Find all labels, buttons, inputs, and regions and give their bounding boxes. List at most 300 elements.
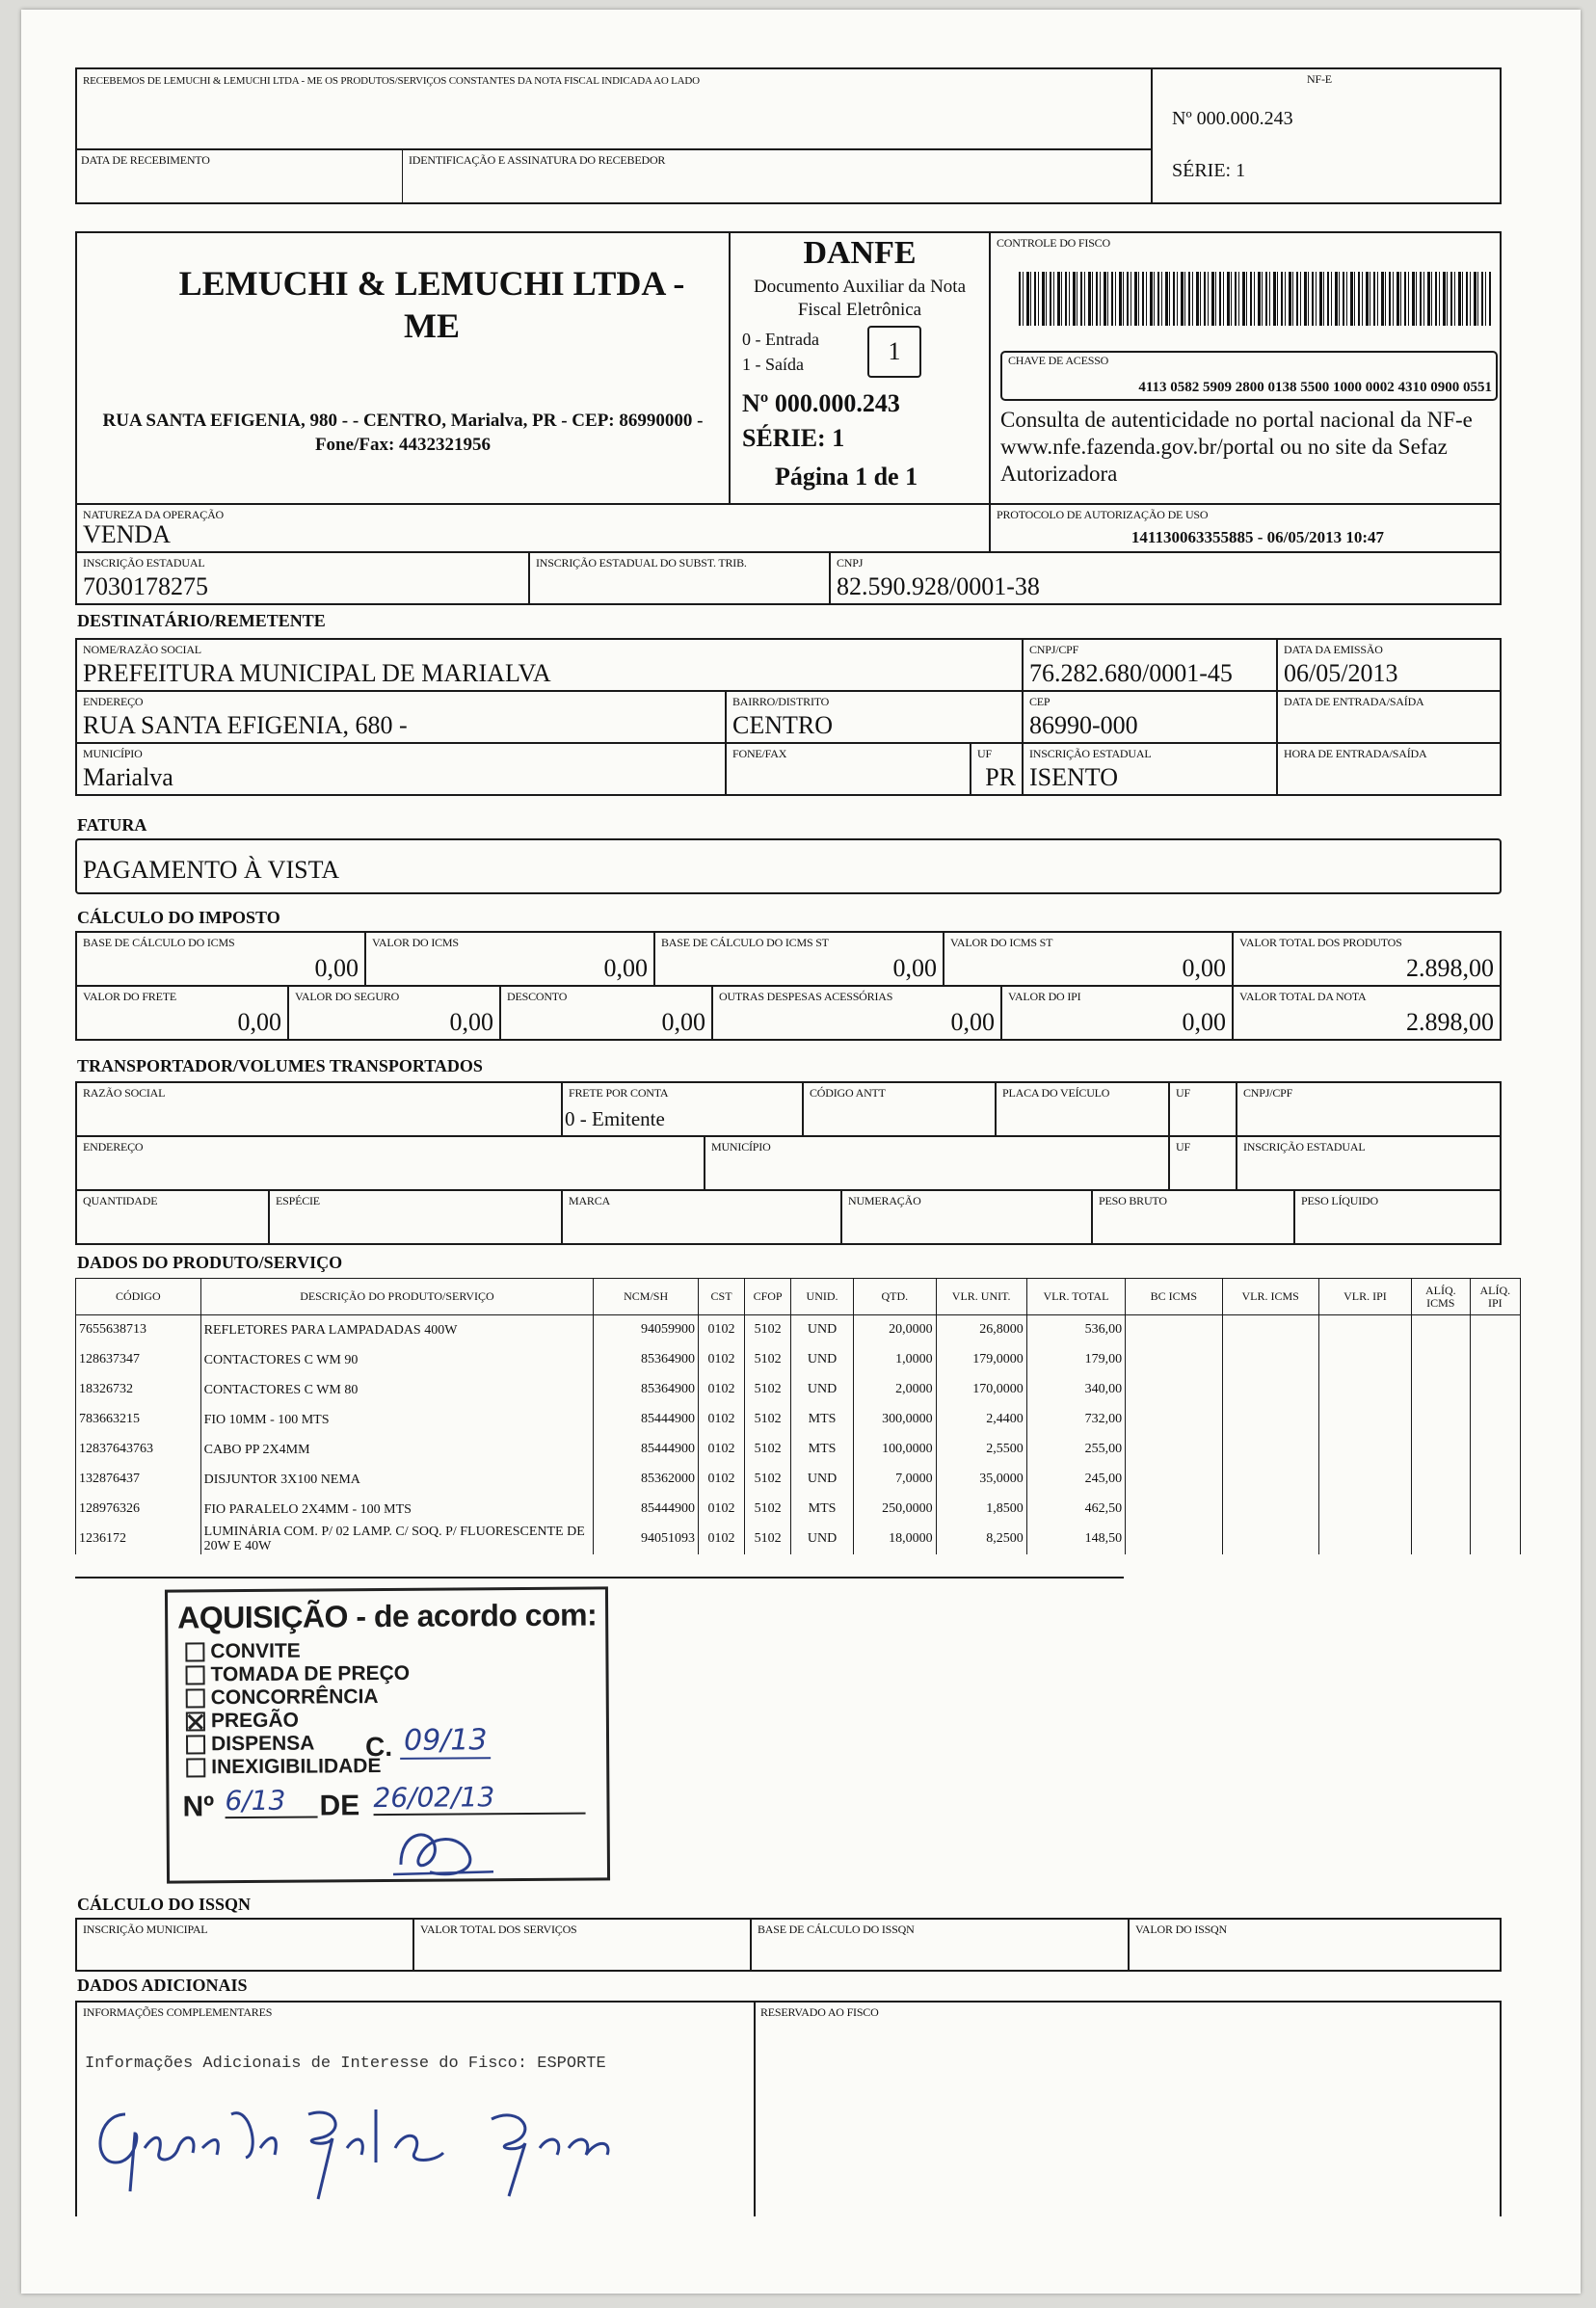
danfe-title: DANFE: [803, 235, 917, 271]
dest-emissao-label: DATA DA EMISSÃO: [1284, 643, 1383, 656]
stamp-c-label: C.: [364, 1731, 393, 1763]
imposto-valor-icms-label: VALOR DO ICMS: [372, 936, 459, 949]
imposto-valor-icms-st-value: 0,00: [1182, 954, 1226, 982]
transp-antt: [802, 1081, 997, 1137]
transp-placa-label: PLACA DO VEÍCULO: [1002, 1086, 1110, 1100]
stamp-option: [185, 1640, 301, 1664]
stamp-de-label: DE: [319, 1790, 360, 1822]
transp-grid: [75, 1081, 1502, 1245]
cell-empty: [1126, 1405, 1222, 1435]
cell-codigo: 12837643763: [76, 1435, 201, 1465]
checkbox-icon: [185, 1665, 204, 1685]
cell-qtd: 1,0000: [853, 1345, 936, 1375]
table-row: [76, 1465, 1521, 1495]
stamp-option: [186, 1755, 381, 1779]
col-vlr-unit: VLR. UNIT.: [936, 1279, 1026, 1315]
transp-municipio-label: MUNICÍPIO: [711, 1140, 771, 1154]
cell-vlr-unit: 8,2500: [936, 1525, 1026, 1554]
transp-frete-label: FRETE POR CONTA: [569, 1086, 669, 1100]
transp-ie: [1236, 1135, 1502, 1191]
stamp-option: [186, 1685, 379, 1710]
transp-uf-2: [1168, 1135, 1237, 1191]
cell-empty: [1222, 1315, 1318, 1345]
imposto-total-produtos-value: 2.898,00: [1406, 954, 1494, 982]
issqn-section-title: CÁLCULO DO ISSQN: [77, 1895, 252, 1914]
access-key-label: CHAVE DE ACESSO: [1008, 354, 1109, 367]
stamp-option-label: TOMADA DE PREÇO: [210, 1661, 411, 1686]
col-vlr-ipi: VLR. IPI: [1318, 1279, 1411, 1315]
cell-empty: [1126, 1495, 1222, 1525]
cell-codigo: 132876437: [76, 1465, 201, 1495]
cell-cst: 0102: [698, 1465, 744, 1495]
imposto-base-icms-st-value: 0,00: [892, 954, 937, 982]
cell-vlr-unit: 2,5500: [936, 1435, 1026, 1465]
col-qtd: QTD.: [853, 1279, 936, 1315]
imposto-valor-icms-value: 0,00: [603, 954, 648, 982]
imposto-valor-icms-st-label: VALOR DO ICMS ST: [950, 936, 1053, 949]
cell-cst: 0102: [698, 1405, 744, 1435]
dest-mun-value: Marialva: [83, 763, 173, 791]
transp-especie: [268, 1189, 563, 1245]
produtos-table: [75, 1278, 1521, 1554]
cell-descricao: FIO PARALELO 2X4MM - 100 MTS: [200, 1495, 594, 1525]
aquisicao-stamp: [165, 1586, 610, 1883]
cell-empty: [1318, 1345, 1411, 1375]
dest-fone-cell: [725, 742, 971, 796]
cell-cfop: 5102: [745, 1435, 791, 1465]
dest-ie-cell: [1022, 742, 1278, 796]
imposto-row-2: [75, 985, 1502, 1041]
dest-uf-cell: [970, 742, 1024, 796]
imposto-total-nota: [1232, 985, 1502, 1041]
cell-vlr-total: 462,50: [1026, 1495, 1125, 1525]
transp-uf: [1168, 1081, 1237, 1137]
cell-unid: MTS: [791, 1405, 854, 1435]
transp-endereco-label: ENDEREÇO: [83, 1140, 144, 1154]
protocol-value: 141130063355885 - 06/05/2013 10:47: [1130, 528, 1384, 546]
danfe-number: Nº 000.000.243: [742, 389, 900, 417]
cell-empty: [1222, 1375, 1318, 1405]
issqn-base: [750, 1918, 1130, 1972]
issqn-valor-servicos: [412, 1918, 752, 1972]
stamp-option-label: INEXIGIBILIDADE: [211, 1755, 382, 1779]
cell-vlr-total: 255,00: [1026, 1435, 1125, 1465]
handwritten-signature: [87, 2095, 626, 2201]
produtos-section-title: DADOS DO PRODUTO/SERVIÇO: [77, 1253, 343, 1272]
imposto-outras-label: OUTRAS DESPESAS ACESSÓRIAS: [719, 990, 893, 1003]
stamp-option: [185, 1662, 410, 1687]
table-row: [76, 1495, 1521, 1525]
transp-antt-label: CÓDIGO ANTT: [810, 1086, 886, 1100]
danfe-type-box: 1: [867, 326, 921, 378]
cell-empty: [1318, 1465, 1411, 1495]
cell-vlr-unit: 179,0000: [936, 1345, 1026, 1375]
dest-bairro-value: CENTRO: [732, 711, 833, 739]
access-key-value: 4113 0582 5909 2800 0138 5500 1000 0002 4310 0900 0551: [1138, 380, 1492, 395]
cell-vlr-unit: 1,8500: [936, 1495, 1026, 1525]
col-aliq-icms: ALÍQ. ICMS: [1412, 1279, 1471, 1315]
cell-empty: [1470, 1525, 1520, 1554]
danfe-page-number: Página 1 de 1: [775, 463, 918, 491]
cell-cfop: 5102: [745, 1495, 791, 1525]
cell-unid: UND: [791, 1465, 854, 1495]
cell-vlr-total: 179,00: [1026, 1345, 1125, 1375]
dest-uf-value: PR: [985, 763, 1016, 791]
dest-end-value: RUA SANTA EFIGENIA, 680 -: [83, 711, 408, 739]
dest-mun-label: MUNICÍPIO: [83, 747, 143, 760]
checkbox-icon: [186, 1735, 205, 1754]
transp-especie-label: ESPÉCIE: [276, 1194, 320, 1207]
cell-cfop: 5102: [745, 1345, 791, 1375]
stamp-c-value: 09/13: [400, 1723, 492, 1760]
fisco-control-label: CONTROLE DO FISCO: [997, 236, 1110, 250]
table-row: [76, 1435, 1521, 1465]
transp-ie-label: INSCRIÇÃO ESTADUAL: [1243, 1140, 1366, 1154]
table-row: [76, 1375, 1521, 1405]
transp-section-title: TRANSPORTADOR/VOLUMES TRANSPORTADOS: [77, 1056, 483, 1075]
adicionais-reservado-cell: [754, 2001, 1502, 2216]
dest-end-label: ENDEREÇO: [83, 695, 144, 708]
danfe-page: [21, 10, 1581, 2294]
dest-cep-cell: [1022, 690, 1278, 744]
consulta-text: Consulta de autenticidade no portal nacional da NF-e www.nfe.fazenda.gov.br/portal ou no site da Sefaz Autorizadora: [1000, 408, 1473, 486]
transp-marca-label: MARCA: [569, 1194, 611, 1207]
cell-empty: [1412, 1345, 1471, 1375]
imposto-total-produtos-label: VALOR TOTAL DOS PRODUTOS: [1239, 936, 1402, 949]
ie-label: INSCRIÇÃO ESTADUAL: [83, 556, 205, 570]
imposto-frete: [75, 985, 289, 1041]
cell-qtd: 250,0000: [853, 1495, 936, 1525]
imposto-outras-value: 0,00: [950, 1008, 995, 1036]
cell-empty: [1222, 1435, 1318, 1465]
cell-ncm: 94051093: [594, 1525, 699, 1554]
adicionais-info-cell: [75, 2001, 756, 2216]
issqn-inscricao-label: INSCRIÇÃO MUNICIPAL: [83, 1923, 208, 1936]
cell-ncm: 85444900: [594, 1435, 699, 1465]
cell-qtd: 2,0000: [853, 1375, 936, 1405]
receipt-number: Nº 000.000.243: [1172, 108, 1293, 129]
imposto-base-icms-value: 0,00: [314, 954, 359, 982]
cell-unid: UND: [791, 1315, 854, 1345]
dest-fone-label: FONE/FAX: [732, 747, 787, 760]
cell-vlr-total: 732,00: [1026, 1405, 1125, 1435]
cell-cfop: 5102: [745, 1315, 791, 1345]
cnpj-value: 82.590.928/0001-38: [837, 572, 1040, 600]
fatura-cell: [75, 838, 1502, 894]
cell-descricao: CONTACTORES C WM 90: [200, 1345, 594, 1375]
emitter-name: LEMUCHI & LEMUCHI LTDA - ME: [178, 264, 685, 345]
cell-ncm: 85444900: [594, 1495, 699, 1525]
cell-vlr-total: 148,50: [1026, 1525, 1125, 1554]
col-cfop: CFOP: [745, 1279, 791, 1315]
cell-empty: [1222, 1405, 1318, 1435]
stamp-no-label: Nº: [182, 1791, 215, 1823]
stamp-option-label: CONCORRÊNCIA: [210, 1685, 379, 1710]
dest-name-value: PREFEITURA MUNICIPAL DE MARIALVA: [83, 659, 551, 687]
cell-qtd: 300,0000: [853, 1405, 936, 1435]
transp-cnpj: [1236, 1081, 1502, 1137]
dest-bairro-label: BAIRRO/DISTRITO: [732, 695, 830, 708]
transp-placa: [995, 1081, 1170, 1137]
cell-empty: [1222, 1495, 1318, 1525]
imposto-ipi-label: VALOR DO IPI: [1008, 990, 1081, 1003]
stamp-option-label: DISPENSA: [210, 1732, 315, 1756]
cnpj-label: CNPJ: [837, 556, 864, 570]
transp-peso-bruto-label: PESO BRUTO: [1099, 1194, 1167, 1207]
imposto-desconto-value: 0,00: [661, 1008, 705, 1036]
dest-hora-label: HORA DE ENTRADA/SAÍDA: [1284, 747, 1427, 760]
cell-unid: MTS: [791, 1495, 854, 1525]
stamp-option: [186, 1733, 315, 1757]
dest-cep-value: 86990-000: [1029, 711, 1138, 739]
receipt-nfe-box: [1151, 67, 1502, 204]
imposto-outras: [711, 985, 1002, 1041]
imposto-seguro-value: 0,00: [449, 1008, 493, 1036]
access-key-box: [1000, 351, 1498, 401]
protocol-label: PROTOCOLO DE AUTORIZAÇÃO DE USO: [997, 508, 1209, 521]
cell-unid: UND: [791, 1375, 854, 1405]
imposto-frete-value: 0,00: [237, 1008, 281, 1036]
cell-empty: [1470, 1435, 1520, 1465]
cell-empty: [1412, 1525, 1471, 1554]
dest-uf-label: UF: [977, 747, 992, 760]
cell-cfop: 5102: [745, 1465, 791, 1495]
cell-codigo: 18326732: [76, 1375, 201, 1405]
imposto-base-icms-st-label: BASE DE CÁLCULO DO ICMS ST: [661, 936, 829, 949]
dest-entsai-cell: [1276, 690, 1502, 744]
cell-empty: [1222, 1525, 1318, 1554]
dest-ie-label: INSCRIÇÃO ESTADUAL: [1029, 747, 1152, 760]
cell-descricao: LUMINÁRIA COM. P/ 02 LAMP. C/ SOQ. P/ FLUORESCENTE DE 20W E 40W: [200, 1525, 594, 1554]
cell-cfop: 5102: [745, 1375, 791, 1405]
cell-cst: 0102: [698, 1345, 744, 1375]
cell-cst: 0102: [698, 1315, 744, 1345]
col-ncm: NCM/SH: [594, 1279, 699, 1315]
cell-empty: [1470, 1405, 1520, 1435]
table-row: [76, 1345, 1521, 1375]
receipt-stub: [75, 67, 1153, 204]
cell-descricao: DISJUNTOR 3X100 NEMA: [200, 1465, 594, 1495]
transp-quantidade-label: QUANTIDADE: [83, 1194, 158, 1207]
dest-cnpj-cell: [1022, 638, 1278, 692]
transp-marca: [561, 1189, 842, 1245]
stamp-option-label: PREGÃO: [210, 1709, 299, 1733]
cell-cfop: 5102: [745, 1405, 791, 1435]
cell-empty: [1318, 1525, 1411, 1554]
cell-qtd: 20,0000: [853, 1315, 936, 1345]
col-aliq-ipi: ALÍQ. IPI: [1470, 1279, 1520, 1315]
stamp-de-value: 26/02/13: [373, 1781, 585, 1817]
cell-ncm: 85364900: [594, 1375, 699, 1405]
col-cst: CST: [698, 1279, 744, 1315]
cell-descricao: FIO 10MM - 100 MTS: [200, 1405, 594, 1435]
cell-unid: UND: [791, 1525, 854, 1554]
receipt-serie: SÉRIE: 1: [1172, 160, 1246, 181]
cell-descricao: REFLETORES PARA LAMPADADAS 400W: [200, 1315, 594, 1345]
cell-descricao: CONTACTORES C WM 80: [200, 1375, 594, 1405]
cell-cst: 0102: [698, 1525, 744, 1554]
cell-empty: [1318, 1315, 1411, 1345]
stamp-rubric: [391, 1825, 497, 1880]
cell-empty: [1412, 1435, 1471, 1465]
imposto-desconto: [499, 985, 713, 1041]
cell-empty: [1412, 1495, 1471, 1525]
col-vlr-total: VLR. TOTAL: [1026, 1279, 1125, 1315]
cell-codigo: 128637347: [76, 1345, 201, 1375]
cell-empty: [1470, 1465, 1520, 1495]
natureza-cell: [75, 503, 991, 553]
issqn-inscricao: [75, 1918, 414, 1972]
cell-empty: [1470, 1495, 1520, 1525]
receipt-signature-cell: [403, 148, 1153, 204]
cell-empty: [1126, 1435, 1222, 1465]
transp-peso-bruto: [1091, 1189, 1295, 1245]
cell-empty: [1318, 1435, 1411, 1465]
cell-empty: [1126, 1525, 1222, 1554]
imposto-seguro: [287, 985, 501, 1041]
transp-cnpj-label: CNPJ/CPF: [1243, 1086, 1293, 1100]
adicionais-reservado-label: RESERVADO AO FISCO: [760, 2005, 879, 2019]
dest-section-title: DESTINATÁRIO/REMETENTE: [77, 611, 326, 630]
receipt-text: RECEBEMOS DE LEMUCHI & LEMUCHI LTDA - ME OS PRODUTOS/SERVIÇOS CONSTANTES DA NOTA FISCAL INDICADA AO LADO: [83, 75, 700, 87]
danfe-box: [729, 231, 991, 505]
imposto-section-title: CÁLCULO DO IMPOSTO: [77, 908, 280, 927]
imposto-valor-icms-st: [943, 931, 1234, 987]
col-vlr-icms: VLR. ICMS: [1222, 1279, 1318, 1315]
cell-ncm: 85362000: [594, 1465, 699, 1495]
cell-codigo: 7655638713: [76, 1315, 201, 1345]
cell-vlr-unit: 35,0000: [936, 1465, 1026, 1495]
cell-empty: [1412, 1405, 1471, 1435]
cell-descricao: CABO PP 2X4MM: [200, 1435, 594, 1465]
dest-bairro-cell: [725, 690, 1024, 744]
imposto-seguro-label: VALOR DO SEGURO: [295, 990, 400, 1003]
cell-empty: [1318, 1375, 1411, 1405]
protocol-cell: [989, 503, 1502, 553]
imposto-row-1: [75, 931, 1502, 987]
transp-razao: [75, 1081, 563, 1137]
table-row: [76, 1525, 1521, 1554]
stamp-option-label: CONVITE: [210, 1639, 301, 1663]
nfe-barcode: [1019, 272, 1491, 326]
cell-empty: [1222, 1465, 1318, 1495]
fatura-value: PAGAMENTO À VISTA: [83, 856, 340, 884]
danfe-subtitle: Documento Auxiliar da Nota Fiscal Eletrônica: [753, 277, 967, 320]
cell-empty: [1412, 1465, 1471, 1495]
adicionais-info-text: Informações Adicionais de Interesse do Fisco: ESPORTE: [85, 2055, 606, 2073]
transp-uf-label: UF: [1176, 1086, 1190, 1100]
adicionais-info-label: INFORMAÇÕES COMPLEMENTARES: [83, 2005, 273, 2019]
fatura-section-title: FATURA: [77, 815, 147, 835]
dest-hora-cell: [1276, 742, 1502, 796]
cell-vlr-total: 536,00: [1026, 1315, 1125, 1345]
dest-cnpj-label: CNPJ/CPF: [1029, 643, 1079, 656]
natureza-value: VENDA: [83, 520, 171, 548]
cell-empty: [1412, 1315, 1471, 1345]
dest-end-cell: [75, 690, 727, 744]
table-row: [76, 1315, 1521, 1345]
dest-mun-cell: [75, 742, 727, 796]
transp-frete: [561, 1081, 804, 1137]
cell-unid: MTS: [791, 1435, 854, 1465]
danfe-serie: SÉRIE: 1: [742, 424, 845, 452]
imposto-base-icms: [75, 931, 366, 987]
emitter-box: [75, 231, 731, 505]
produtos-table-bottom-rule: [75, 1577, 1124, 1578]
issqn-row: [75, 1918, 1502, 1972]
issqn-valor-servicos-label: VALOR TOTAL DOS SERVIÇOS: [420, 1923, 577, 1936]
dest-cep-label: CEP: [1029, 695, 1051, 708]
dest-cnpj-value: 76.282.680/0001-45: [1029, 659, 1233, 687]
cell-vlr-unit: 2,4400: [936, 1405, 1026, 1435]
receipt-date-cell: [75, 148, 403, 204]
natureza-label: NATUREZA DA OPERAÇÃO: [83, 508, 225, 521]
cell-empty: [1126, 1315, 1222, 1345]
cell-empty: [1126, 1375, 1222, 1405]
transp-peso-liquido-label: PESO LÍQUIDO: [1301, 1194, 1378, 1207]
ie-cell: [75, 551, 530, 605]
cell-qtd: 100,0000: [853, 1435, 936, 1465]
transp-numeracao-label: NUMERAÇÃO: [848, 1194, 921, 1207]
produtos-header-row: [76, 1279, 1521, 1315]
ie-st-cell: [528, 551, 831, 605]
transp-numeracao: [840, 1189, 1093, 1245]
checkbox-icon: [186, 1688, 205, 1708]
dest-emissao-value: 06/05/2013: [1284, 659, 1398, 687]
receipt-signature-label: IDENTIFICAÇÃO E ASSINATURA DO RECEBEDOR: [409, 153, 666, 167]
imposto-ipi: [1000, 985, 1234, 1041]
imposto-ipi-value: 0,00: [1182, 1008, 1226, 1036]
ie-value: 7030178275: [83, 572, 208, 600]
dest-name-label: NOME/RAZÃO SOCIAL: [83, 643, 201, 656]
cell-empty: [1470, 1315, 1520, 1345]
emitter-address: RUA SANTA EFIGENIA, 980 - - CENTRO, Marialva, PR - CEP: 86990000 - Fone/Fax: 4432321956: [102, 411, 704, 455]
imposto-total-produtos: [1232, 931, 1502, 987]
cell-empty: [1470, 1345, 1520, 1375]
cell-codigo: 128976326: [76, 1495, 201, 1525]
cell-vlr-total: 340,00: [1026, 1375, 1125, 1405]
cell-cst: 0102: [698, 1375, 744, 1405]
cell-empty: [1412, 1375, 1471, 1405]
transp-municipio: [704, 1135, 1170, 1191]
cell-cst: 0102: [698, 1435, 744, 1465]
dest-emissao-cell: [1276, 638, 1502, 692]
dest-entsai-label: DATA DE ENTRADA/SAÍDA: [1284, 695, 1424, 708]
dest-ie-value: ISENTO: [1029, 763, 1118, 791]
imposto-total-nota-value: 2.898,00: [1406, 1008, 1494, 1036]
cell-ncm: 85444900: [594, 1405, 699, 1435]
cell-vlr-total: 245,00: [1026, 1465, 1125, 1495]
cell-empty: [1126, 1465, 1222, 1495]
cell-empty: [1222, 1345, 1318, 1375]
ie-st-label: INSCRIÇÃO ESTADUAL DO SUBST. TRIB.: [536, 556, 747, 570]
cell-ncm: 94059900: [594, 1315, 699, 1345]
cell-unid: UND: [791, 1345, 854, 1375]
cell-codigo: 1236172: [76, 1525, 201, 1554]
cell-vlr-unit: 26,8000: [936, 1315, 1026, 1345]
imposto-base-icms-st: [653, 931, 944, 987]
transp-uf-2-label: UF: [1176, 1140, 1190, 1154]
col-unid: UNID.: [791, 1279, 854, 1315]
imposto-total-nota-label: VALOR TOTAL DA NOTA: [1239, 990, 1367, 1003]
checkbox-icon: [185, 1642, 204, 1661]
danfe-saida: 1 - Saída: [742, 355, 804, 374]
receipt-nfe-label: NF-E: [1307, 72, 1332, 86]
checked-box-icon: [186, 1711, 205, 1731]
transp-razao-label: RAZÃO SOCIAL: [83, 1086, 166, 1100]
imposto-frete-label: VALOR DO FRETE: [83, 990, 176, 1003]
transp-endereco: [75, 1135, 705, 1191]
